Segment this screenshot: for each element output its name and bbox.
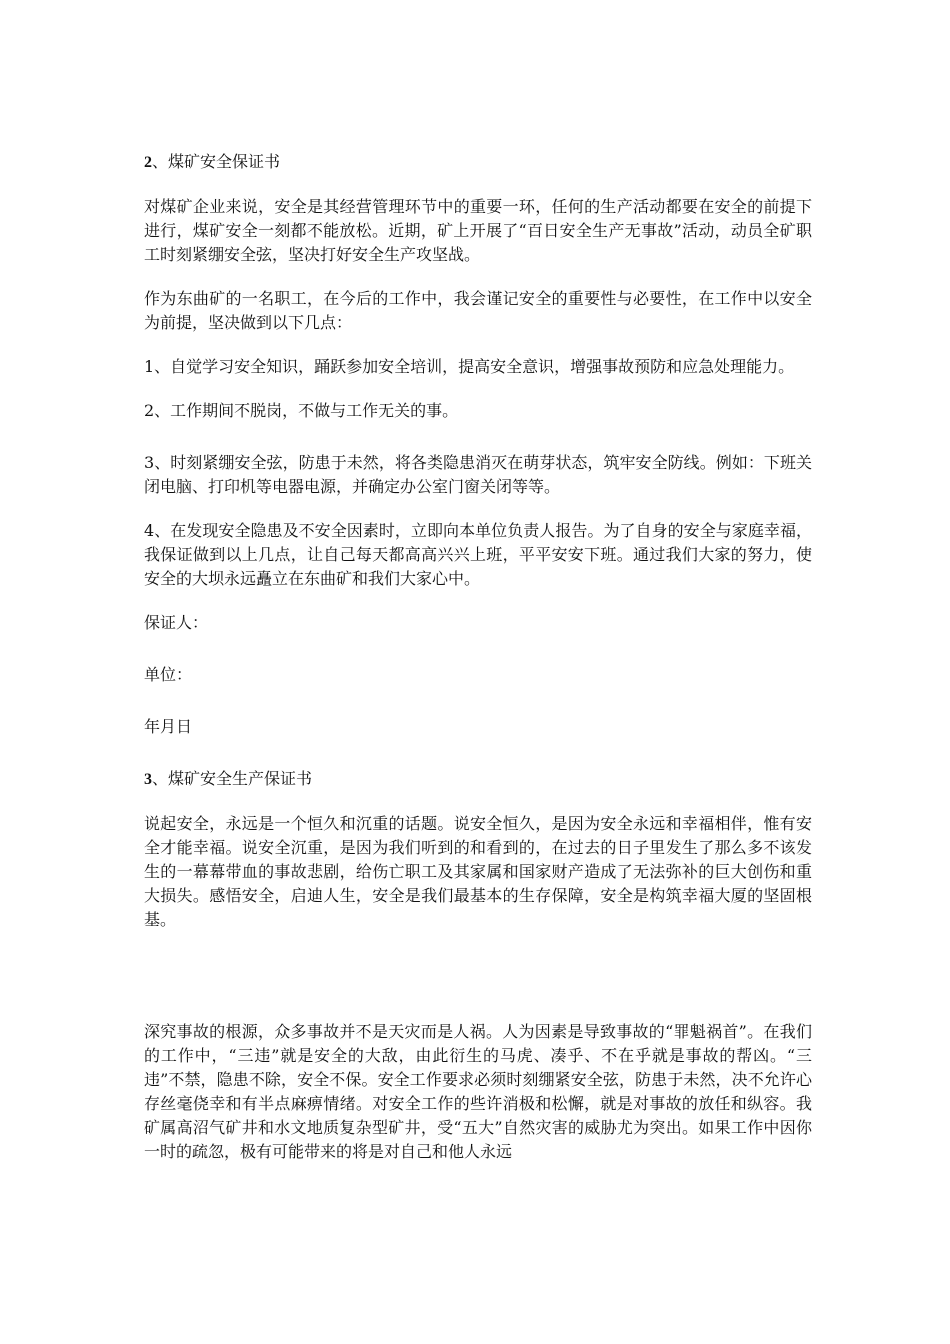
unit-label: 单位： [144,665,193,684]
section-2-heading [144,150,812,175]
section-2-title: 、煤矿安全保证书 [152,152,281,171]
section-2-item-2: 2、工作期间不脱岗，不做与工作无关的事。 [144,401,459,420]
section-3-title: 、煤矿安全生产保证书 [152,769,313,788]
section-2-item-4: 4、在发现安全隐患及不安全因素时，立即向本单位负责人报告。为了自身的安全与家庭幸福，我保证做到以上几点，让自己每天都高高兴兴上班，平平安安下班。通过我们大家的努力，使安全的大坝永远矗立在东曲矿和我们大家心中。 [144,521,812,588]
section-3-heading [144,767,812,792]
paragraph-spacer [144,952,812,1020]
section-2-item-3: 3、时刻紧绷安全弦，防患于未然，将各类隐患消灭在萌芽状态，筑牢安全防线。例如：下班关闭电脑、打印机等电器电源，并确定办公室门窗关闭等等。 [144,453,812,496]
section-2-number: 2 [144,154,152,171]
section-2-paragraph-intro: 对煤矿企业来说，安全是其经营管理环节中的重要一环，任何的生产活动都要在安全的前提下进行，煤矿安全一刻都不能放松。近期，矿上开展了“百日安全生产无事故”活动，动员全矿职工时刻紧绷安全弦，坚决打好安全生产攻坚战。 [144,197,812,264]
section-3-number: 3 [144,771,152,788]
section-3-paragraph-1: 说起安全，永远是一个恒久和沉重的话题。说安全恒久，是因为安全永远和幸福相伴，惟有安全才能幸福。说安全沉重，是因为我们听到的和看到的，在过去的日子里发生了那么多不该发生的一幕幕带血的事故悲剧，给伤亡职工及其家属和国家财产造成了无法弥补的巨大创伤和重大损失。感悟安全，启迪人生，安全是我们最基本的生存保障，安全是构筑幸福大厦的坚固根基。 [144,814,812,929]
document-page [144,150,812,1184]
section-3-paragraph-2: 深究事故的根源，众多事故并不是天灾而是人祸。人为因素是导致事故的“罪魁祸首”。在我们的工作中，“三违”就是安全的大敌，由此衍生的马虎、凑乎、不在乎就是事故的帮凶。“三违”不禁，隐患不除，安全不保。安全工作要求必须时刻绷紧安全弦，防患于未然，决不允许心存丝毫侥幸和有半点麻痹情绪。对安全工作的些许消极和松懈，就是对事故的放任和纵容。我矿属高沼气矿井和水文地质复杂型矿井，受“五大”自然灾害的威胁尤为突出。如果工作中因你一时的疏忽，极有可能带来的将是对自己和他人永远 [144,1022,812,1161]
guarantor-label: 保证人： [144,613,209,632]
section-2-item-1: 1、自觉学习安全知识，踊跃参加安全培训，提高安全意识，增强事故预防和应急处理能力。 [144,357,795,376]
section-2-paragraph-pledge: 作为东曲矿的一名职工，在今后的工作中，我会谨记安全的重要性与必要性，在工作中以安全为前提，坚决做到以下几点： [144,289,812,332]
date-label: 年月日 [144,717,193,736]
